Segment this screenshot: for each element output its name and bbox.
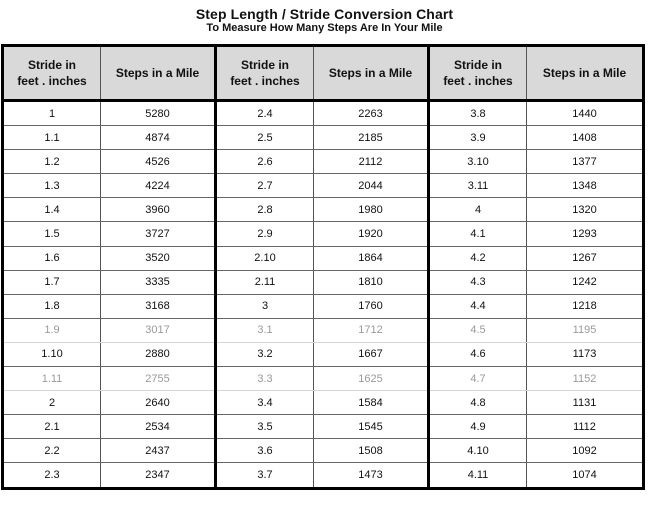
steps-cell: 4526 bbox=[101, 150, 216, 174]
steps-cell: 1195 bbox=[527, 318, 644, 342]
steps-cell: 2347 bbox=[101, 463, 216, 488]
stride-cell: 3.7 bbox=[216, 463, 314, 488]
steps-cell: 2640 bbox=[101, 391, 216, 415]
table-row bbox=[3, 270, 644, 294]
steps-cell: 1131 bbox=[527, 391, 644, 415]
steps-cell: 1092 bbox=[527, 439, 644, 463]
stride-conversion-table bbox=[1, 44, 645, 490]
stride-cell: 3.4 bbox=[216, 391, 314, 415]
stride-cell: 2.10 bbox=[216, 246, 314, 270]
steps-cell: 1980 bbox=[314, 198, 429, 222]
stride-cell: 1.4 bbox=[3, 198, 101, 222]
stride-cell: 2.5 bbox=[216, 126, 314, 150]
steps-cell: 1293 bbox=[527, 222, 644, 246]
steps-cell: 1112 bbox=[527, 415, 644, 439]
table-row bbox=[3, 294, 644, 318]
steps-column-header: Steps in a Mile bbox=[314, 46, 429, 101]
steps-cell: 1242 bbox=[527, 270, 644, 294]
steps-cell: 3017 bbox=[101, 318, 216, 342]
table-row bbox=[3, 342, 644, 366]
stride-cell: 4.10 bbox=[429, 439, 527, 463]
stride-cell: 1.10 bbox=[3, 342, 101, 366]
steps-cell: 1152 bbox=[527, 367, 644, 391]
stride-cell: 2.3 bbox=[3, 463, 101, 488]
steps-cell: 1074 bbox=[572, 468, 597, 481]
chart-header bbox=[0, 6, 649, 35]
table-row bbox=[3, 198, 644, 222]
table-row bbox=[3, 439, 644, 463]
steps-cell: 1173 bbox=[527, 342, 644, 366]
stride-cell: 2.7 bbox=[216, 174, 314, 198]
steps-cell: 1320 bbox=[527, 198, 644, 222]
stride-cell: 2 bbox=[3, 391, 101, 415]
steps-cell: 1348 bbox=[527, 174, 644, 198]
steps-cell: 1584 bbox=[314, 391, 429, 415]
table-header bbox=[3, 46, 644, 101]
steps-cell: 1218 bbox=[527, 294, 644, 318]
steps-cell: 3335 bbox=[101, 270, 216, 294]
stride-cell: 4.9 bbox=[429, 415, 527, 439]
stride-cell: 4.6 bbox=[429, 342, 527, 366]
steps-cell: 1377 bbox=[527, 150, 644, 174]
stride-cell: 1.8 bbox=[3, 294, 101, 318]
steps-cell: 2755 bbox=[101, 367, 216, 391]
table-row bbox=[3, 463, 644, 488]
stride-cell: 2.6 bbox=[216, 150, 314, 174]
steps-cell: 4874 bbox=[101, 126, 216, 150]
steps-column-header: Steps in a Mile bbox=[527, 46, 644, 101]
steps-cell: 2437 bbox=[101, 439, 216, 463]
table-row bbox=[3, 246, 644, 270]
stride-cell: 4.3 bbox=[429, 270, 527, 294]
stride-column-header: Stride in feet . inches bbox=[216, 46, 314, 101]
steps-cell: 2534 bbox=[101, 415, 216, 439]
table-row bbox=[3, 174, 644, 198]
steps-cell: 1440 bbox=[527, 101, 644, 126]
page-subtitle: To Measure How Many Steps Are In Your Mile bbox=[206, 22, 443, 34]
steps-cell: 1625 bbox=[314, 367, 429, 391]
stride-cell: 1.9 bbox=[3, 318, 101, 342]
stride-cell: 2.4 bbox=[216, 101, 314, 126]
stride-cell: 2.11 bbox=[216, 270, 314, 294]
stride-cell: 3 bbox=[216, 294, 314, 318]
stride-cell: 4.1 bbox=[429, 222, 527, 246]
stride-cell: 3.11 bbox=[429, 174, 527, 198]
steps-cell: 3520 bbox=[101, 246, 216, 270]
stride-cell: 3.5 bbox=[216, 415, 314, 439]
stride-cell: 2.2 bbox=[3, 439, 101, 463]
steps-cell: 1508 bbox=[314, 439, 429, 463]
stride-cell: 3.6 bbox=[216, 439, 314, 463]
table-body bbox=[3, 101, 644, 489]
stride-cell: 3.2 bbox=[216, 342, 314, 366]
steps-cell: 2185 bbox=[314, 126, 429, 150]
stride-cell: 1.7 bbox=[3, 270, 101, 294]
table-row bbox=[3, 222, 644, 246]
steps-cell: 1920 bbox=[314, 222, 429, 246]
stride-cell: 4.4 bbox=[429, 294, 527, 318]
stride-cell: 4.7 bbox=[429, 367, 527, 391]
stride-cell: 3.9 bbox=[429, 126, 527, 150]
table-row bbox=[3, 101, 644, 126]
stride-cell: 1.5 bbox=[3, 222, 101, 246]
table-row bbox=[3, 318, 644, 342]
steps-cell: 4224 bbox=[101, 174, 216, 198]
steps-cell: 3960 bbox=[101, 198, 216, 222]
stride-cell: 1.6 bbox=[3, 246, 101, 270]
stride-column-header: Stride in feet . inches bbox=[3, 46, 101, 101]
stride-cell: 4.8 bbox=[429, 391, 527, 415]
stride-column-header: Stride in feet . inches bbox=[429, 46, 527, 101]
table-row bbox=[3, 126, 644, 150]
stride-cell: 4.2 bbox=[429, 246, 527, 270]
stride-cell: 1 bbox=[3, 101, 101, 126]
steps-cell: 1408 bbox=[527, 126, 644, 150]
steps-cell: 1545 bbox=[314, 415, 429, 439]
stride-cell: 4.5 bbox=[429, 318, 527, 342]
stride-cell: 3.3 bbox=[216, 367, 314, 391]
table-row bbox=[3, 415, 644, 439]
stride-cell: 2.9 bbox=[216, 222, 314, 246]
steps-cell: 1810 bbox=[314, 270, 429, 294]
stride-cell: 1.11 bbox=[3, 367, 101, 391]
steps-cell: 1864 bbox=[314, 246, 429, 270]
stride-cell: 1.3 bbox=[3, 174, 101, 198]
steps-cell: 1667 bbox=[314, 342, 429, 366]
steps-cell: 1760 bbox=[314, 294, 429, 318]
stride-cell: 3.8 bbox=[429, 101, 527, 126]
stride-cell: 2.1 bbox=[3, 415, 101, 439]
steps-cell: 5280 bbox=[101, 101, 216, 126]
stride-cell: 1.2 bbox=[3, 150, 101, 174]
steps-cell: 3168 bbox=[101, 294, 216, 318]
steps-cell: 1267 bbox=[527, 246, 644, 270]
table-row bbox=[3, 150, 644, 174]
stride-cell: 4 bbox=[429, 198, 527, 222]
steps-cell: 3727 bbox=[101, 222, 216, 246]
table-row bbox=[3, 367, 644, 391]
steps-cell: 2263 bbox=[314, 101, 429, 126]
stride-cell: 1.1 bbox=[3, 126, 101, 150]
stride-cell: 4.11 bbox=[429, 463, 527, 488]
steps-column-header: Steps in a Mile bbox=[101, 46, 216, 101]
steps-cell: 2112 bbox=[314, 150, 429, 174]
header-row bbox=[3, 46, 644, 101]
page-title: Step Length / Stride Conversion Chart bbox=[195, 6, 454, 22]
steps-cell: 2044 bbox=[314, 174, 429, 198]
table-row bbox=[3, 391, 644, 415]
stride-cell: 3.10 bbox=[429, 150, 527, 174]
steps-cell: 2880 bbox=[101, 342, 216, 366]
steps-cell: 1473 bbox=[314, 463, 429, 488]
steps-cell: 1712 bbox=[314, 318, 429, 342]
stride-cell: 3.1 bbox=[216, 318, 314, 342]
stride-cell: 2.8 bbox=[216, 198, 314, 222]
